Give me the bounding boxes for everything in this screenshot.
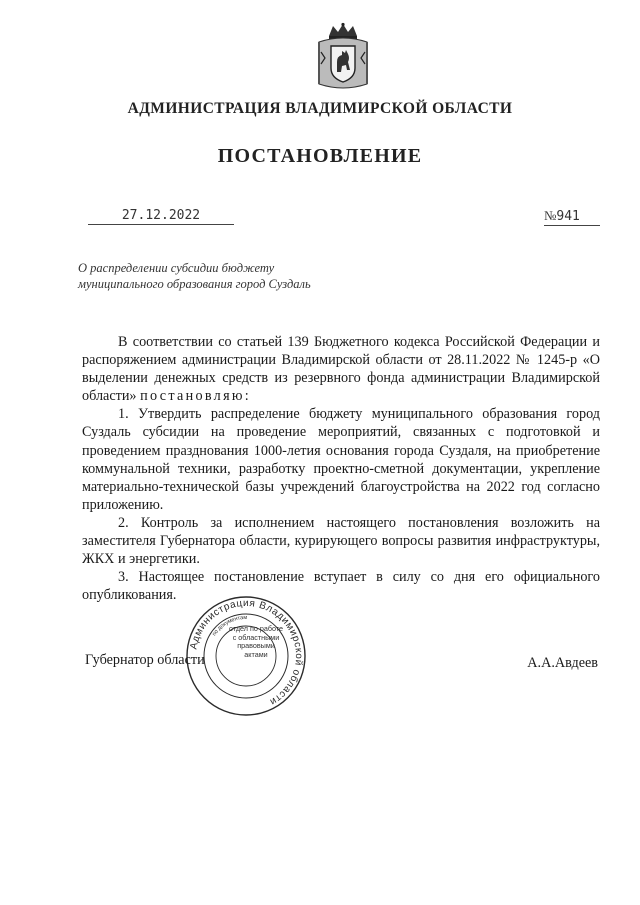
subject-line-1: О распределении субсидии бюджету — [78, 261, 275, 275]
document-number — [544, 208, 600, 226]
item-1: 1. Утвердить распределение бюджету муниципального образования город Суздаль субсидии на проведение мероприятий, связанных с подготовкой и проведением празднования 1000-летия основания города Суздаля, на приобретение коммунальной техники, разработку проектно-сметной документации, укрепление материально-технической базы учреждений благоустройства на 2022 год согласно приложению. — [82, 406, 600, 513]
stamp-outer-text: Администрация Владимирской области — [188, 597, 305, 708]
preamble-text: В соответствии со статьей 139 Бюджетного кодекса Российской Федерации и распоряжением администрации Владимирской области от 28.11.2022 № 1245-р «О выделении денежных средств из резервного фонда администрации Владимирской области» — [82, 334, 600, 405]
subject-line-2: муниципального образования город Суздаль — [78, 277, 311, 291]
document-subject — [78, 260, 378, 292]
organization-name: АДМИНИСТРАЦИЯ ВЛАДИМИРСКОЙ ОБЛАСТИ — [127, 100, 513, 117]
stamp-center-text: отдел по работе с областными правовыми актами — [228, 624, 284, 659]
preamble-paragraph — [82, 333, 600, 405]
coat-of-arms-icon — [315, 22, 371, 92]
document-body — [82, 333, 600, 604]
stamp-inner-ring-text: по документам — [211, 614, 248, 638]
number-value: 941 — [556, 209, 580, 224]
document-type-title: ПОСТАНОВЛЕНИЕ — [217, 145, 423, 167]
signatory-name: А.А.Авдеев — [527, 655, 598, 671]
number-sign: № — [544, 208, 557, 223]
item-3: 3. Настоящее постановление вступает в силу со дня его официального опубликования. — [82, 569, 600, 604]
decree-word: постановляю: — [140, 388, 252, 405]
document-date: 27.12.2022 — [88, 208, 234, 225]
signatory-position: Губернатор области — [85, 652, 205, 668]
item-2: 2. Контроль за исполнением настоящего постановления возложить на заместителя Губернатора области, курирующего вопросы развития инфраструктуры, ЖКХ и энергетики. — [82, 514, 600, 568]
